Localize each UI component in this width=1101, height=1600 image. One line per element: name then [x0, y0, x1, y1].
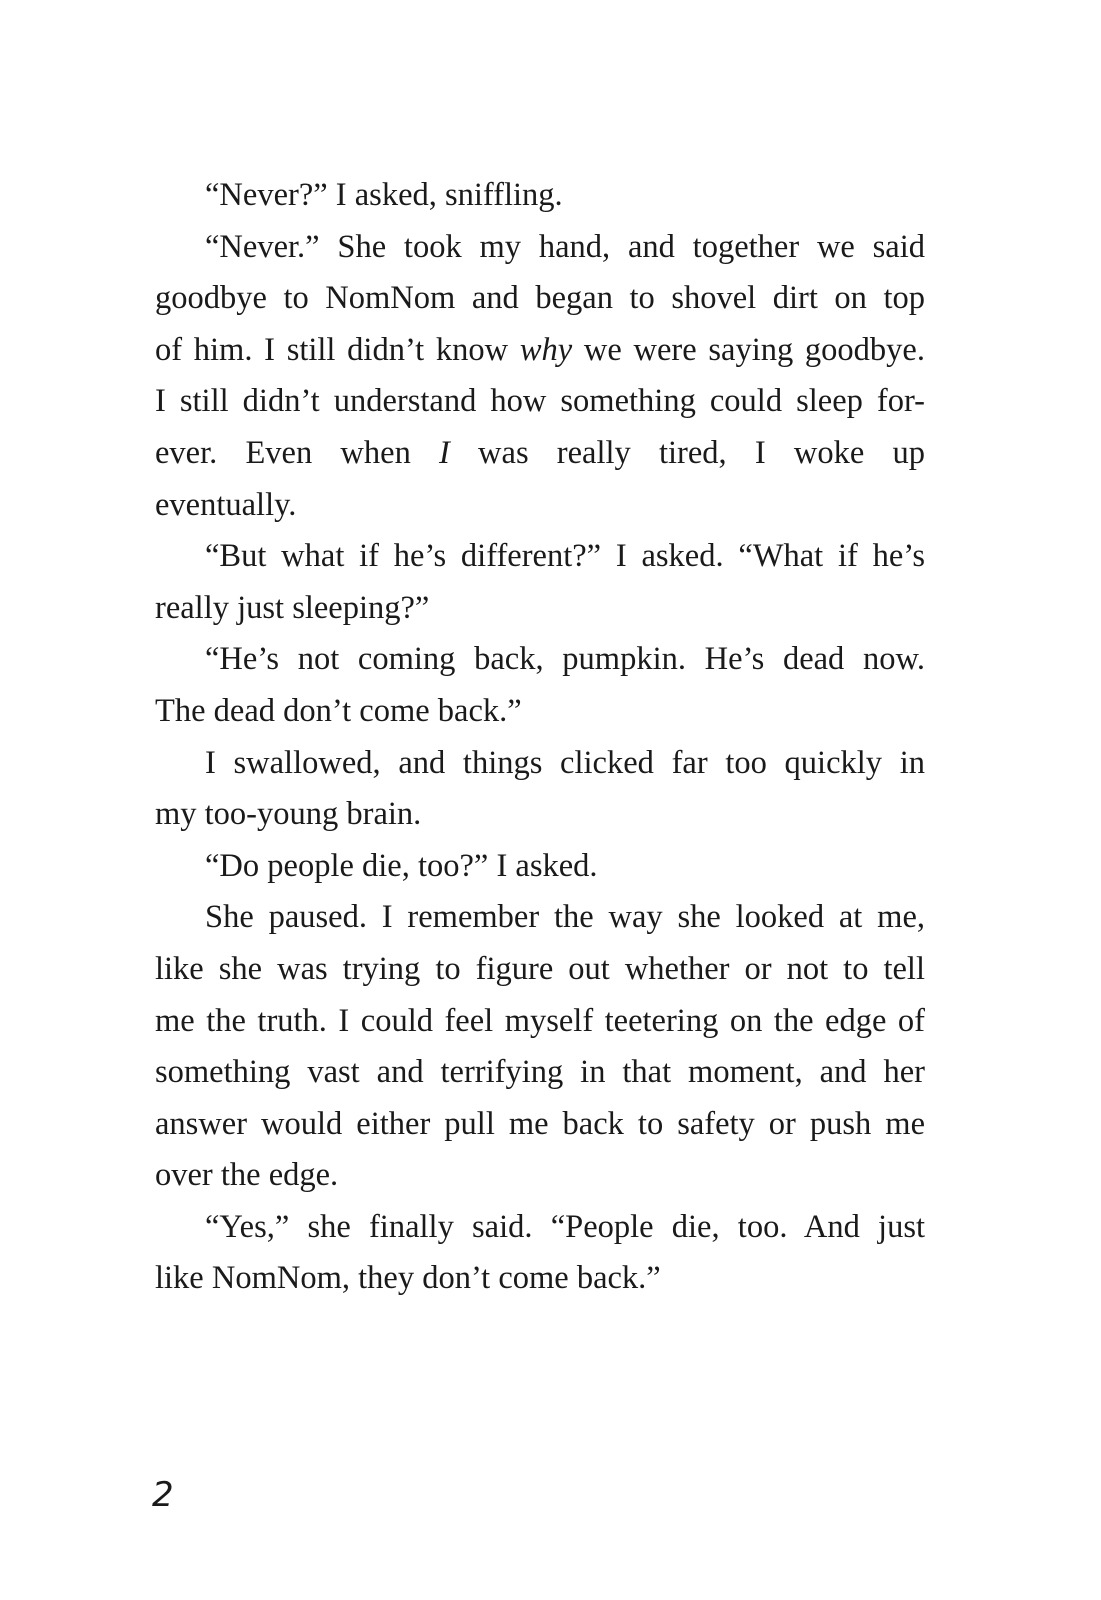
- text-run: of him. I still didn’t know: [155, 331, 520, 368]
- text-line: eventually.: [155, 486, 297, 523]
- text-line: like NomNom, they don’t come back.”: [155, 1260, 661, 1297]
- text-line: something vast and terrifying in that moment, and her: [155, 1054, 925, 1091]
- text-line: “Never?” I asked, sniffling.: [205, 177, 563, 213]
- text-line: goodbye to NomNom and began to shovel dirt on top: [155, 280, 925, 317]
- text-line: over the edge.: [155, 1157, 339, 1194]
- text-line: “Do people die, too?” I asked.: [205, 847, 598, 884]
- body-text: [155, 170, 925, 1305]
- paragraph: [155, 1202, 925, 1305]
- text-line: my too-young brain.: [155, 796, 422, 833]
- italic-word: I: [439, 434, 450, 471]
- paragraph: [155, 634, 925, 737]
- text-run: was really tired, I woke up: [449, 434, 925, 471]
- text-line: “He’s not coming back, pumpkin. He’s dead now.: [205, 641, 925, 678]
- text-line: like she was trying to figure out whether or not to tell: [155, 950, 925, 987]
- text-line: “Never.” She took my hand, and together we said: [205, 228, 925, 265]
- paragraph: [155, 738, 925, 841]
- paragraph: [155, 841, 925, 893]
- paragraph: [155, 222, 925, 532]
- text-line: answer would either pull me back to safety or push me: [155, 1105, 925, 1142]
- text-line: She paused. I remember the way she looked at me,: [205, 899, 925, 936]
- text-line: I swallowed, and things clicked far too quickly in: [205, 744, 925, 781]
- text-line: me the truth. I could feel myself teetering on the edge of: [155, 1002, 925, 1039]
- text-line: [155, 428, 925, 480]
- text-line: I still didn’t understand how something could sleep for-: [155, 383, 925, 420]
- paragraph: [155, 531, 925, 634]
- text-line: “But what if he’s different?” I asked. “What if he’s: [205, 538, 925, 575]
- text-line: really just sleeping?”: [155, 589, 430, 626]
- text-line: “Yes,” she finally said. “People die, too. And just: [205, 1208, 925, 1245]
- text-line: [155, 325, 925, 377]
- italic-word: why: [519, 331, 573, 368]
- text-run: ever. Even when: [155, 434, 440, 471]
- paragraph: [155, 170, 925, 222]
- text-run: we were saying goodbye.: [572, 331, 925, 368]
- paragraph: [155, 892, 925, 1202]
- text-line: The dead don’t come back.”: [155, 692, 522, 729]
- page-number: 2: [152, 1475, 174, 1515]
